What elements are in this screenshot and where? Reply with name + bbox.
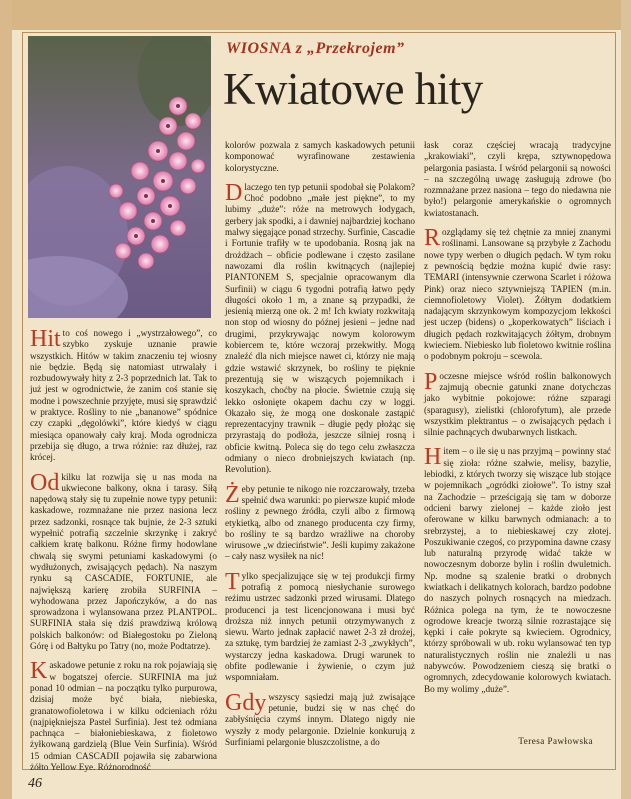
drop-cap: H [424,444,442,471]
paragraph [30,660,217,773]
drop-cap: P [424,368,438,395]
page-border-right [621,0,631,799]
author-name: Teresa Pawłowska [518,736,593,746]
paragraph-text: askadowe petunie z roku na rok pojawiają się w bogatszej ofercie. SURFINIA ma już ponad 10 odmian – na początku tylko purpurowa, dzisiaj może być biała, niebieska, granatowofioletowa i w kilku odcieniach różu (najpiękniejsza Pastel Surfinia). Jest też odmiana pachnąca – białoniebieskawa, z fioletowo żyłkowaną gardzielą (Blue Vein Surfinia). Wśród 15 odmian CASCADII pojawiła się zabarwiona żółto Yellow Eye. Różnorodność [30,660,217,772]
drop-cap: Ż [225,481,240,508]
article-column-3 [424,140,611,703]
paragraph [424,227,611,363]
paragraph [225,179,415,476]
page-border-left [0,0,12,799]
flower-photo [28,36,211,318]
paragraph [225,568,415,684]
paragraph [225,481,415,563]
drop-cap: Gdy [225,689,267,716]
paragraph [424,368,611,439]
page-title: Kwiatowe hity [223,64,483,114]
paragraph-text: to coś nowego i „wystrzałowego”, co szybko zyskuje uznanie prawie wszystkich. Hitów w takim znaczeniu tej wiosny nie będzie. Będą się natomiast utrwalały i rozbudowywały hity z 2-3 poprzednich lat. Tak to już jest w ogrodnictwie, że zanim coś stanie się modne i powszechnie przyjęte, musi się sprawdzić w praktyce. Rośliny to nie „bananowe” spódnice czy czapki „dęgolówki”, które kiedyś w ciągu miesiąca opanowały cały kraj. Moda ogrodnicza przebija się długo, a trwa różnie: raz dłużej, raz krócej. [30,328,217,463]
drop-cap: D [225,179,243,206]
paragraph [424,446,611,695]
article-column-1 [30,328,217,781]
paragraph-text: wszyscy sąsiedzi mają już zwisające petunie, budzi się w nas chęć do zabłyśnięcia czymś innym. Dlatego nigdy nie wyszły z mody pelargonie. Dzielnie konkurują z Surfiniami pelargonie bluszczolistne, a do [225,691,415,747]
paragraph-text: kilku lat rozwija się u nas moda na ukwiecone balkony, okna i tarasy. Siłą napędową stały się tu zupełnie nowe typy petunii: kaskadowe, rozmnażane nie przez nasiona lecz przez sadzonki, rosnące tak bujnie, że 2-3 sztuki wypełnić potrafią szczelnie skrzynkę i zakryć całkiem kratę balkonu. Różne firmy hodowlane chwalą się swymi petuniami kaskadowymi (o wydłużonych, zwisających pędach). Na naszym rynku są CASCADIE, FORTUNIE, ale największą karierę zrobiła SURFINIA – wyhodowana przez Japończyków, a do nas sprowadzona i wylansowana przez PLANTPOL. SURFINIA stała się dziś prawdziwą królową polskich balkonów: od Białegostoku po Zieloną Górę i od Bałtyku po Tatry (no, może Podtatrze). [30,471,217,652]
drop-cap: T [225,568,240,595]
paragraph [225,689,415,748]
paragraph-text: eby petunie te nikogo nie rozczarowały, trzeba spełnić dwa warunki: po pierwsze kupić młode rośliny z pewnego źródła, czyli albo z firmową etykietką, albo od znanego producenta czy firmy, bo rośliny te są bardzo wrażliwe na choroby wirusowe „w dzieciństwie”. Jeśli kupimy zakażone – cały nasz wysiłek na nic! [225,483,415,562]
paragraph-text: oczesne miejsce wśród roślin balkonowych zajmują obecnie gatunki znane dotychczas jako wybitnie pokojowe: różne szparagi (sparagusy), zielistki (chlorofytum), ale przede wszystkim plektrantus – o zwisających pędach i silnie pachnących dwubarwnych listkach. [424,370,611,438]
drop-cap: R [424,225,441,252]
paragraph-text: kolorów pozwala z samych kaskadowych petunii komponować wyrafinowane zestawienia kolorystyczne. [225,140,415,173]
article-column-2 [225,140,415,756]
drop-cap: Od [30,469,60,496]
page-border-top [0,0,631,30]
paragraph [424,140,611,219]
page-number: 46 [28,776,42,791]
drop-cap: K [30,658,48,685]
paragraph-text: ozglądamy się też chętnie za mniej znanymi roślinami. Lansowane są przybyłe z Zachodu nowe typy werben o długich pędach. W tym roku z pewnością będzie można kupić dwie rasy: TEMARI (intensywnie czerwona Scarlet i różowa Pink) oraz nieco sztywniejszą TAPIEN (m.in. ciemnofioletowy Violet). Żółtym dodatkiem nadającym skrzynkowym kompozycjom lekkości jest uczep (bidens) o „koperkowatych” liściach i długich pędach rozkwitających żółtym, drobnym kwieciem. Niebiesko lub fioletowo kwitnie roślina o podobnym pokroju – scewola. [424,227,611,362]
paragraph-text: łask coraz częściej wracają tradycyjne „krakowiaki”, czyli krępa, sztywnopędowa pelargonia pasiasta. I wśród pelargonii są nowości – na szczególną uwagę zasługują zdrowe (bo rozmnażane przez nasiona – tego do niedawna nie było!) pelargonie amerykańskie o ogromnych kwiatostanach. [424,140,611,218]
section-label: WIOSNA z „Przekrojem” [226,40,405,57]
paragraph [225,140,415,174]
paragraph-text: laczego ten typ petunii spodobał się Polakom? Choć podobno „małe jest piękne”, to my lubimy „duże”: róże na metrowych łodygach, gerbery jak spodki, a i dawniej najbardziej kochano malwy sięgające ponad strzechy. Surfinie, Cascadie i Fortunie trafiły w te upodobania. Rosną jak na drożdżach – obficie podlewane i często zasilane nawozami dla roślin kwitnących (najlepiej PIANTONEM S, specjalnie opracowanym dla Surfinii) w ciągu 6 tygodni potrafią łatwo pędy długości około 1 m, a znane są przypadki, że jesienią mierzą one ok. 2 m! Ich kwiaty rozkwitają non stop od wiosny do późnej jesieni – jedne nad drugimi, przykrywając nowym kolorowym kobiercem te, które wczoraj przekwitły. Mogą znaleźć dla nich miejsce nawet ci, którzy nie mają gdzie wstawić skrzynek, bo rośliny te pięknie prezentują się w wiszących pojemnikach i koszykach, choćby na płocie. Świetnie czują się lekko osłonięte okapem dachu czy w loggi. Okazało się, że mogą one doskonale zastąpić reprezentacyjny trawnik – długie pędy płożąc się przyrastają do podłoża, jeszcze silniej rosną i obficie kwitną. Poleca się do tego celu zwłaszcza odmiany o nieco drobniejszych kwiatach (np. Revolution). [225,181,415,475]
paragraph-text: ylko specjalizujące się w tej produkcji firmy potrafią z pomocą niesłychanie surowego reżimu ustrzec sadzonki przed wirusami. Dlatego producenci ja test licencjonowana i musi być droższa niż innych petunii otrzymywanych z siewu. Warto jednak zapłacić nawet 2-3 zł drożej, za sztukę, tym bardziej że zamiast 2-3 „zwykłych”, wystarczy jedna kaskadowa. Drugi warunek to obfite podlewanie i żywienie, o czym już wspomniałam. [225,570,415,683]
paragraph-text: item – o ile się u nas przyjmą – powinny stać się zioła: różne szałwie, melisy, bazylie, lebiodki, z których tworzy się wiszące lub stojące w pojemnikach „ogródki ziołowe”. To istny szał na Zachodzie – prześcigają się tam w doborze odcieni barwy zielonej – każde zioło jest oferowane w kilku barwnych odmianach: a to srebrzystej, a to niebieskawej czy złotej. Poszukiwanie czegoś, co przypomina dawne czasy lub naturalną przyrodę widać także w nowoczesnym doborze bylin i roślin dwuletnich. Np. modne są szalenie bratki o drobnych kwiatkach i delikatnych kolorach, bardzo podobne do naszych polnych rosnących na miedzach. Różnica polega na tym, że te nowoczesne ogrodowe kreacje tworzą silnie rozrastające się kępki i całe pokryte są kwieciem. Ogrodnicy, którzy spróbowali w ub. roku wylansować ten typ naturalistycznych roślin nie znaleźli u nas nabywców. Powodzeniem cieszą się bratki o ogromnych, zdecydowanie kolorowych kwiatach. Bo my wolimy „duże”. [424,446,611,694]
drop-cap: Hit [30,326,61,352]
paragraph [30,328,217,464]
paragraph [30,469,217,653]
